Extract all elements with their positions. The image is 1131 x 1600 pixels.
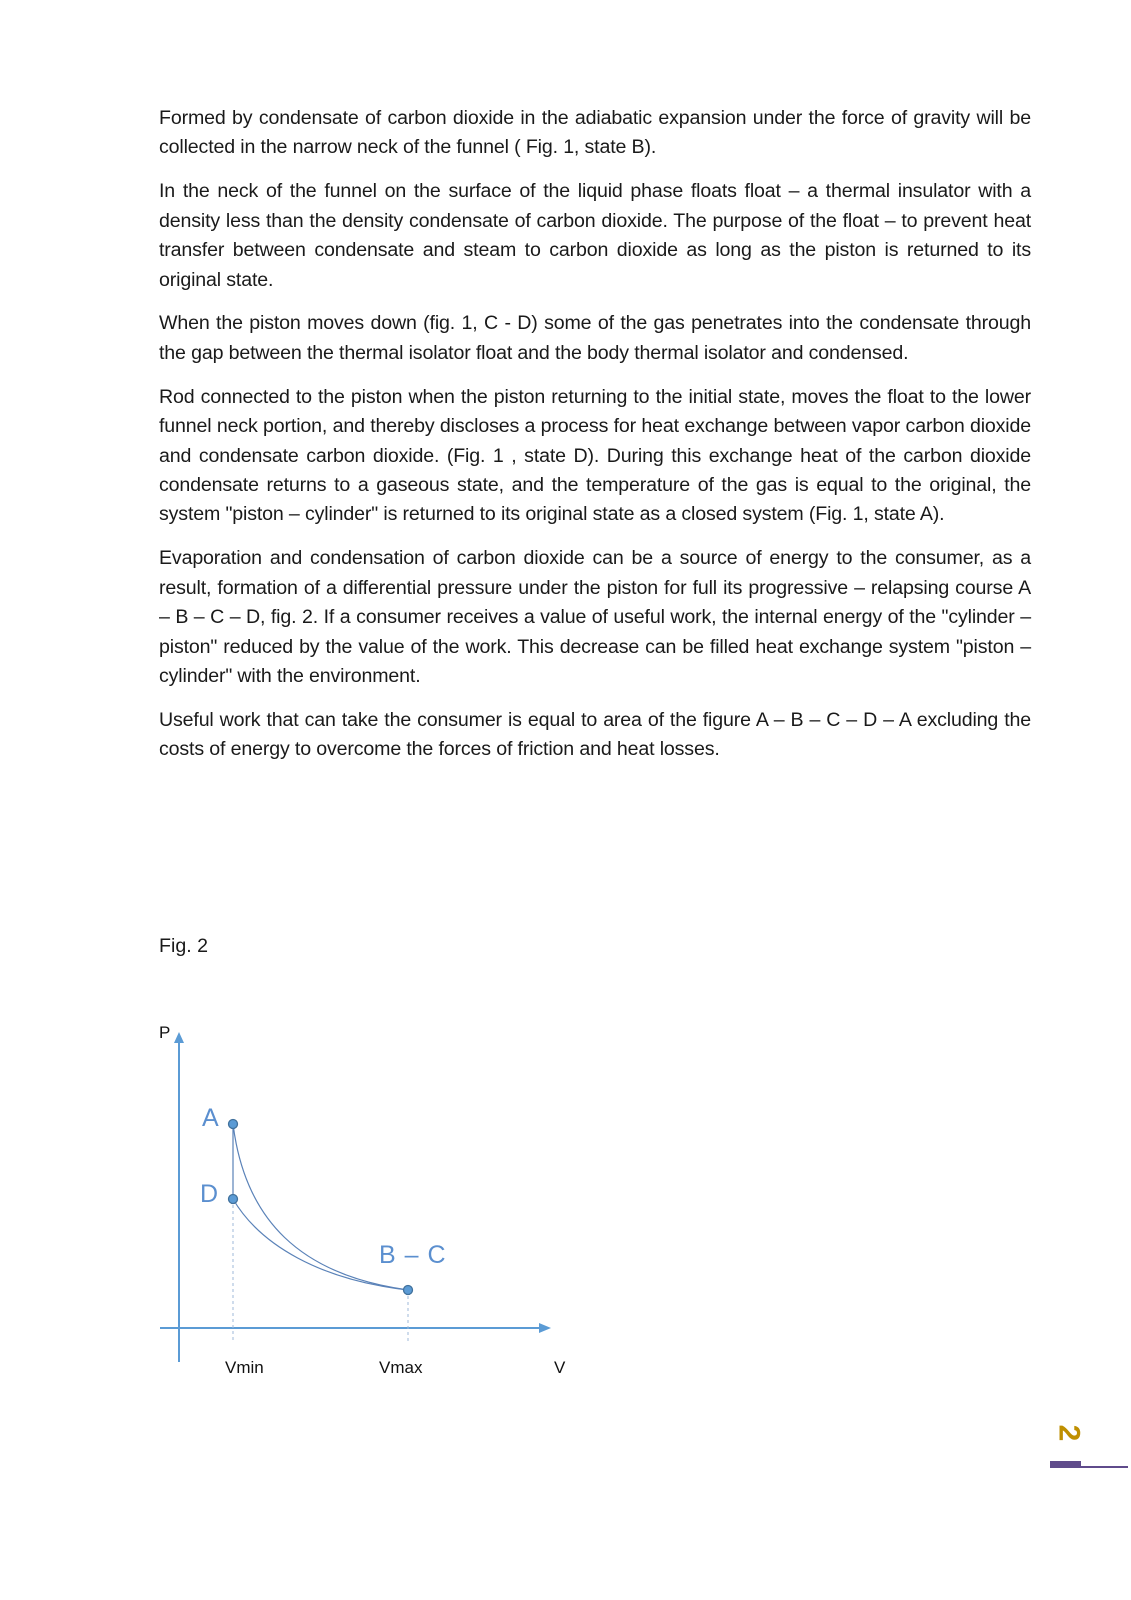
point-a-label: A [202,1104,220,1132]
paragraph-evaporation-energy: Evaporation and condensation of carbon dioxide can be a source of energy to the consumer, as a result, formation of a differential pressure under the piston for full its progressive – relapsing course A – B – C – D, fig. 2. If a consumer receives a value of useful work, the internal energy of the "cylinder – piston" reduced by the value of the work. This decrease can be filled heat exchange system "piston – cylinder" with the environment. [159,547,1031,687]
paragraph-condensate-collection: Formed by condensate of carbon dioxide in the adiabatic expansion under the force of gravity will be collected in the narrow neck of the funnel ( Fig. 1, state B). [159,107,1031,159]
pv-diagram [150,1010,590,1400]
page-number: 2 [1052,1424,1086,1442]
paragraph-float-insulator: In the neck of the funnel on the surface of the liquid phase floats float – a thermal insulator with a density less than the density condensate of carbon dioxide. The purpose of the float – to prevent heat transfer between condensate and steam to carbon dioxide as long as the piston is returned to its original state. [159,180,1031,291]
point-b-c-label: B – C [379,1241,447,1269]
x-tick-vmin: Vmin [225,1358,264,1377]
paragraph-rod-connected: Rod connected to the piston when the piston returning to the initial state, moves the float to the lower funnel neck portion, and thereby discloses a process for heat exchange between vapor carbon dioxide and condensate carbon dioxide. (Fig. 1 , state D). During this exchange heat of the carbon dioxide condensate returns to a gaseous state, and the temperature of the gas is equal to the original, the system "piston – cylinder" is returned to its original state as a closed system (Fig. 1, state A). [159,385,1031,526]
figure-caption: Fig. 2 [159,935,209,957]
point-a [229,1120,238,1129]
y-axis-label: P [159,1023,171,1042]
paragraph-piston-down: When the piston moves down (fig. 1, C - D) some of the gas penetrates into the condensate through the gap between the thermal isolator float and the body thermal isolator and condensed. [159,312,1031,364]
page-bar-rule [1081,1466,1128,1468]
y-axis-arrowhead [174,1032,184,1043]
paragraph-useful-work: Useful work that can take the consumer is equal to area of the figure A – B – C – D – A excluding the costs of energy to overcome the forces of friction and heat losses. [159,708,1031,761]
x-axis-label: V [554,1358,566,1377]
point-d-label: D [200,1180,220,1208]
page-footer [1020,1408,1120,1478]
body-text [159,104,1031,779]
x-tick-vmax: Vmax [379,1358,423,1377]
point-d [229,1195,238,1204]
page-bar-accent [1050,1461,1081,1468]
x-axis-arrowhead [539,1323,551,1333]
point-b-c [404,1286,413,1295]
